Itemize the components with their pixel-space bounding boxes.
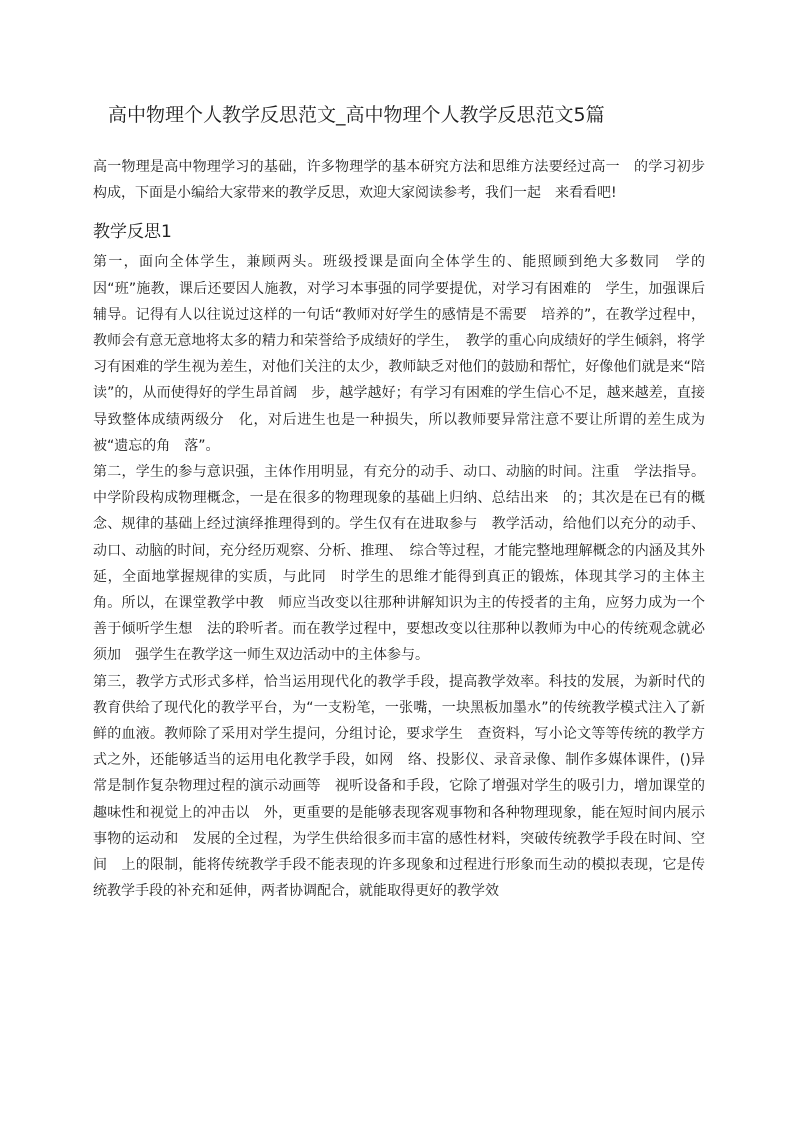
body-paragraph-2: 第二，学生的参与意识强，主体作用明显，有充分的动手、动口、动脑的时间。注重 学法指导。中学阶段构成物理概念，一是在很多的物理现象的基础上归纳、总结出来 的；其次是在已有的概念、规律的基础上经过演绎推理得到的。学生仅有在进取参与 教学活动，给他们以充分的动手、动口、动脑的时间，充分经历观察、分析、推理、 综合等过程，才能完整地理解概念的内涵及其外延，全面地掌握规律的实质，与此同 时学生的思维才能得到真正的锻炼，体现其学习的主体主角。所以，在课堂教学中教 师应当改变以往那种讲解知识为主的传授者的主角，应努力成为一个善于倾听学生想 法的聆听者。而在教学过程中，要想改变以往那种以教师为中心的传统观念就必须加 强学生在教学这一师生双边活动中的主体参与。 [93, 464, 705, 664]
document-title: 高中物理个人教学反思范文_高中物理个人教学反思范文5篇 [108, 104, 605, 126]
intro-paragraph: 高一物理是高中物理学习的基础，许多物理学的基本研究方法和思维方法要经过高一 的学习初步构成，下面是小编给大家带来的教学反思，欢迎大家阅读参考，我们一起 来看看吧! [93, 159, 705, 202]
document-body [93, 154, 705, 904]
body-paragraph-1: 第一，面向全体学生，兼顾两头。班级授课是面向全体学生的、能照顾到绝大多数同 学的因“班”施教，课后还要因人施教，对学习本事强的同学要提优，对学习有困难的 学生，加强课后辅导。记得有人以往说过这样的一句话“教师对好学生的感情是不需要 培养的”，在教学过程中，教师会有意无意地将太多的精力和荣誉给予成绩好的学生， 教学的重心向成绩好的学生倾斜，将学习有困难的学生视为差生，对他们关注的太少，教师缺乏对他们的鼓励和帮忙，好像他们就是来“陪读”的，从而使得好的学生昂首阔 步，越学越好；有学习有困难的学生信心不足，越来越差，直接导致整体成绩两级分 化，对后进生也是一种损失，所以教师要异常注意不要让所谓的差生成为被“遗忘的角 落”。 [93, 254, 705, 454]
body-paragraph-3: 第三，教学方式形式多样，恰当运用现代化的教学手段，提高教学效率。科技的发展，为新时代的教育供给了现代化的教学平台，为“一支粉笔，一张嘴，一块黑板加墨水”的传统教学模式注入了新鲜的血液。教师除了采用对学生提问，分组讨论，要求学生 查资料，写小论文等等传统的教学方式之外，还能够适当的运用电化教学手段，如网 络、投影仪、录音录像、制作多媒体课件，()异常是制作复杂物理过程的演示动画等 视听设备和手段，它除了增强对学生的吸引力，增加课堂的趣味性和视觉上的冲击以 外，更重要的是能够表现客观事物和各种物理现象，能在短时间内展示事物的运动和 发展的全过程，为学生供给很多而丰富的感性材料，突破传统教学手段在时间、空间 上的限制，能将传统教学手段不能表现的许多现象和过程进行形象而生动的模拟表现，它是传统教学手段的补充和延伸，两者协调配合，就能取得更好的教学效 [93, 673, 705, 900]
section-heading: 教学反思1 [93, 222, 172, 243]
